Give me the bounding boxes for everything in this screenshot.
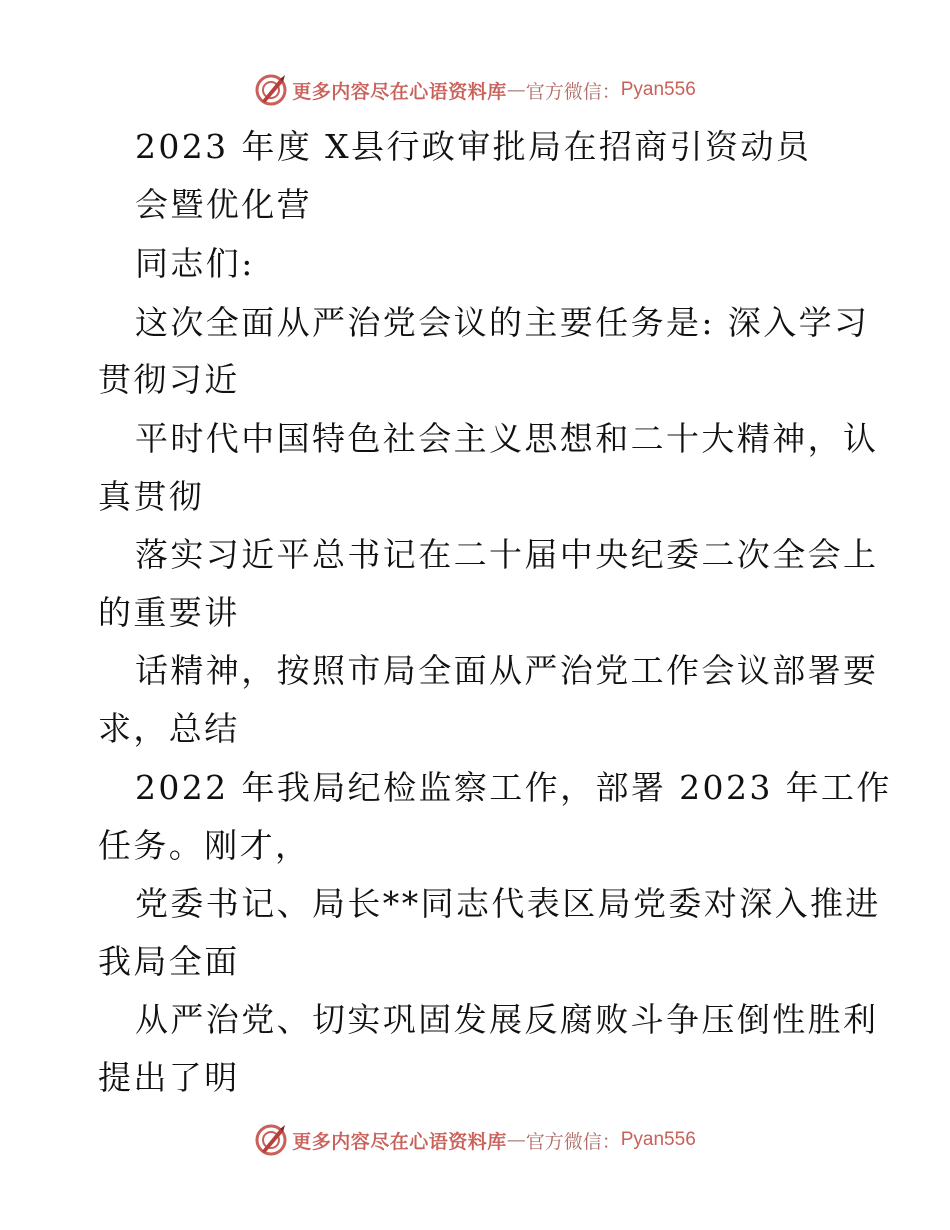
doc-line: 话精神，按照市局全面从严治党工作会议部署要 <box>135 651 879 690</box>
doc-line: 任务。刚才， <box>98 826 311 865</box>
watermark-wechat-label: 官方微信： <box>525 1130 621 1153</box>
watermark-wechat-id: Pyan556 <box>620 1129 696 1150</box>
watermark-main-text: 更多内容尽在心语资料库 <box>292 1130 507 1153</box>
doc-line: 同志们: <box>135 244 255 283</box>
doc-line: 平时代中国特色社会主义思想和二十大精神，认 <box>135 419 879 458</box>
watermark-header <box>0 72 950 108</box>
quill-logo-icon <box>254 73 288 107</box>
doc-line: 会暨优化营 <box>135 185 312 224</box>
doc-line: 贯彻习近 <box>98 360 240 399</box>
watermark-wechat-label: 官方微信： <box>525 80 621 103</box>
quill-logo-icon <box>254 1123 288 1157</box>
doc-line: 2022 年我局纪检监察工作，部署 2023 年工作 <box>135 768 892 807</box>
doc-line: 从严治党、切实巩固发展反腐败斗争压倒性胜利 <box>135 1000 879 1039</box>
doc-line: 的重要讲 <box>98 593 240 632</box>
doc-line: 求，总结 <box>98 709 240 748</box>
doc-line: 党委书记、局长**同志代表区局党委对深入推进 <box>135 884 881 923</box>
watermark-footer <box>0 1122 950 1158</box>
watermark-dash: — <box>506 79 526 101</box>
doc-line: 提出了明 <box>98 1058 240 1097</box>
watermark-dash: — <box>506 1129 526 1151</box>
watermark-wechat-id: Pyan556 <box>620 79 696 100</box>
doc-line: 这次全面从严治党会议的主要任务是: 深入学习 <box>135 303 870 342</box>
doc-line: 真贯彻 <box>98 477 205 516</box>
doc-line: 2023 年度 X县行政审批局在招商引资动员 <box>135 127 812 166</box>
watermark-main-text: 更多内容尽在心语资料库 <box>292 80 507 103</box>
doc-line: 我局全面 <box>98 942 240 981</box>
doc-line: 落实习近平总书记在二十届中央纪委二次全会上 <box>135 535 879 574</box>
